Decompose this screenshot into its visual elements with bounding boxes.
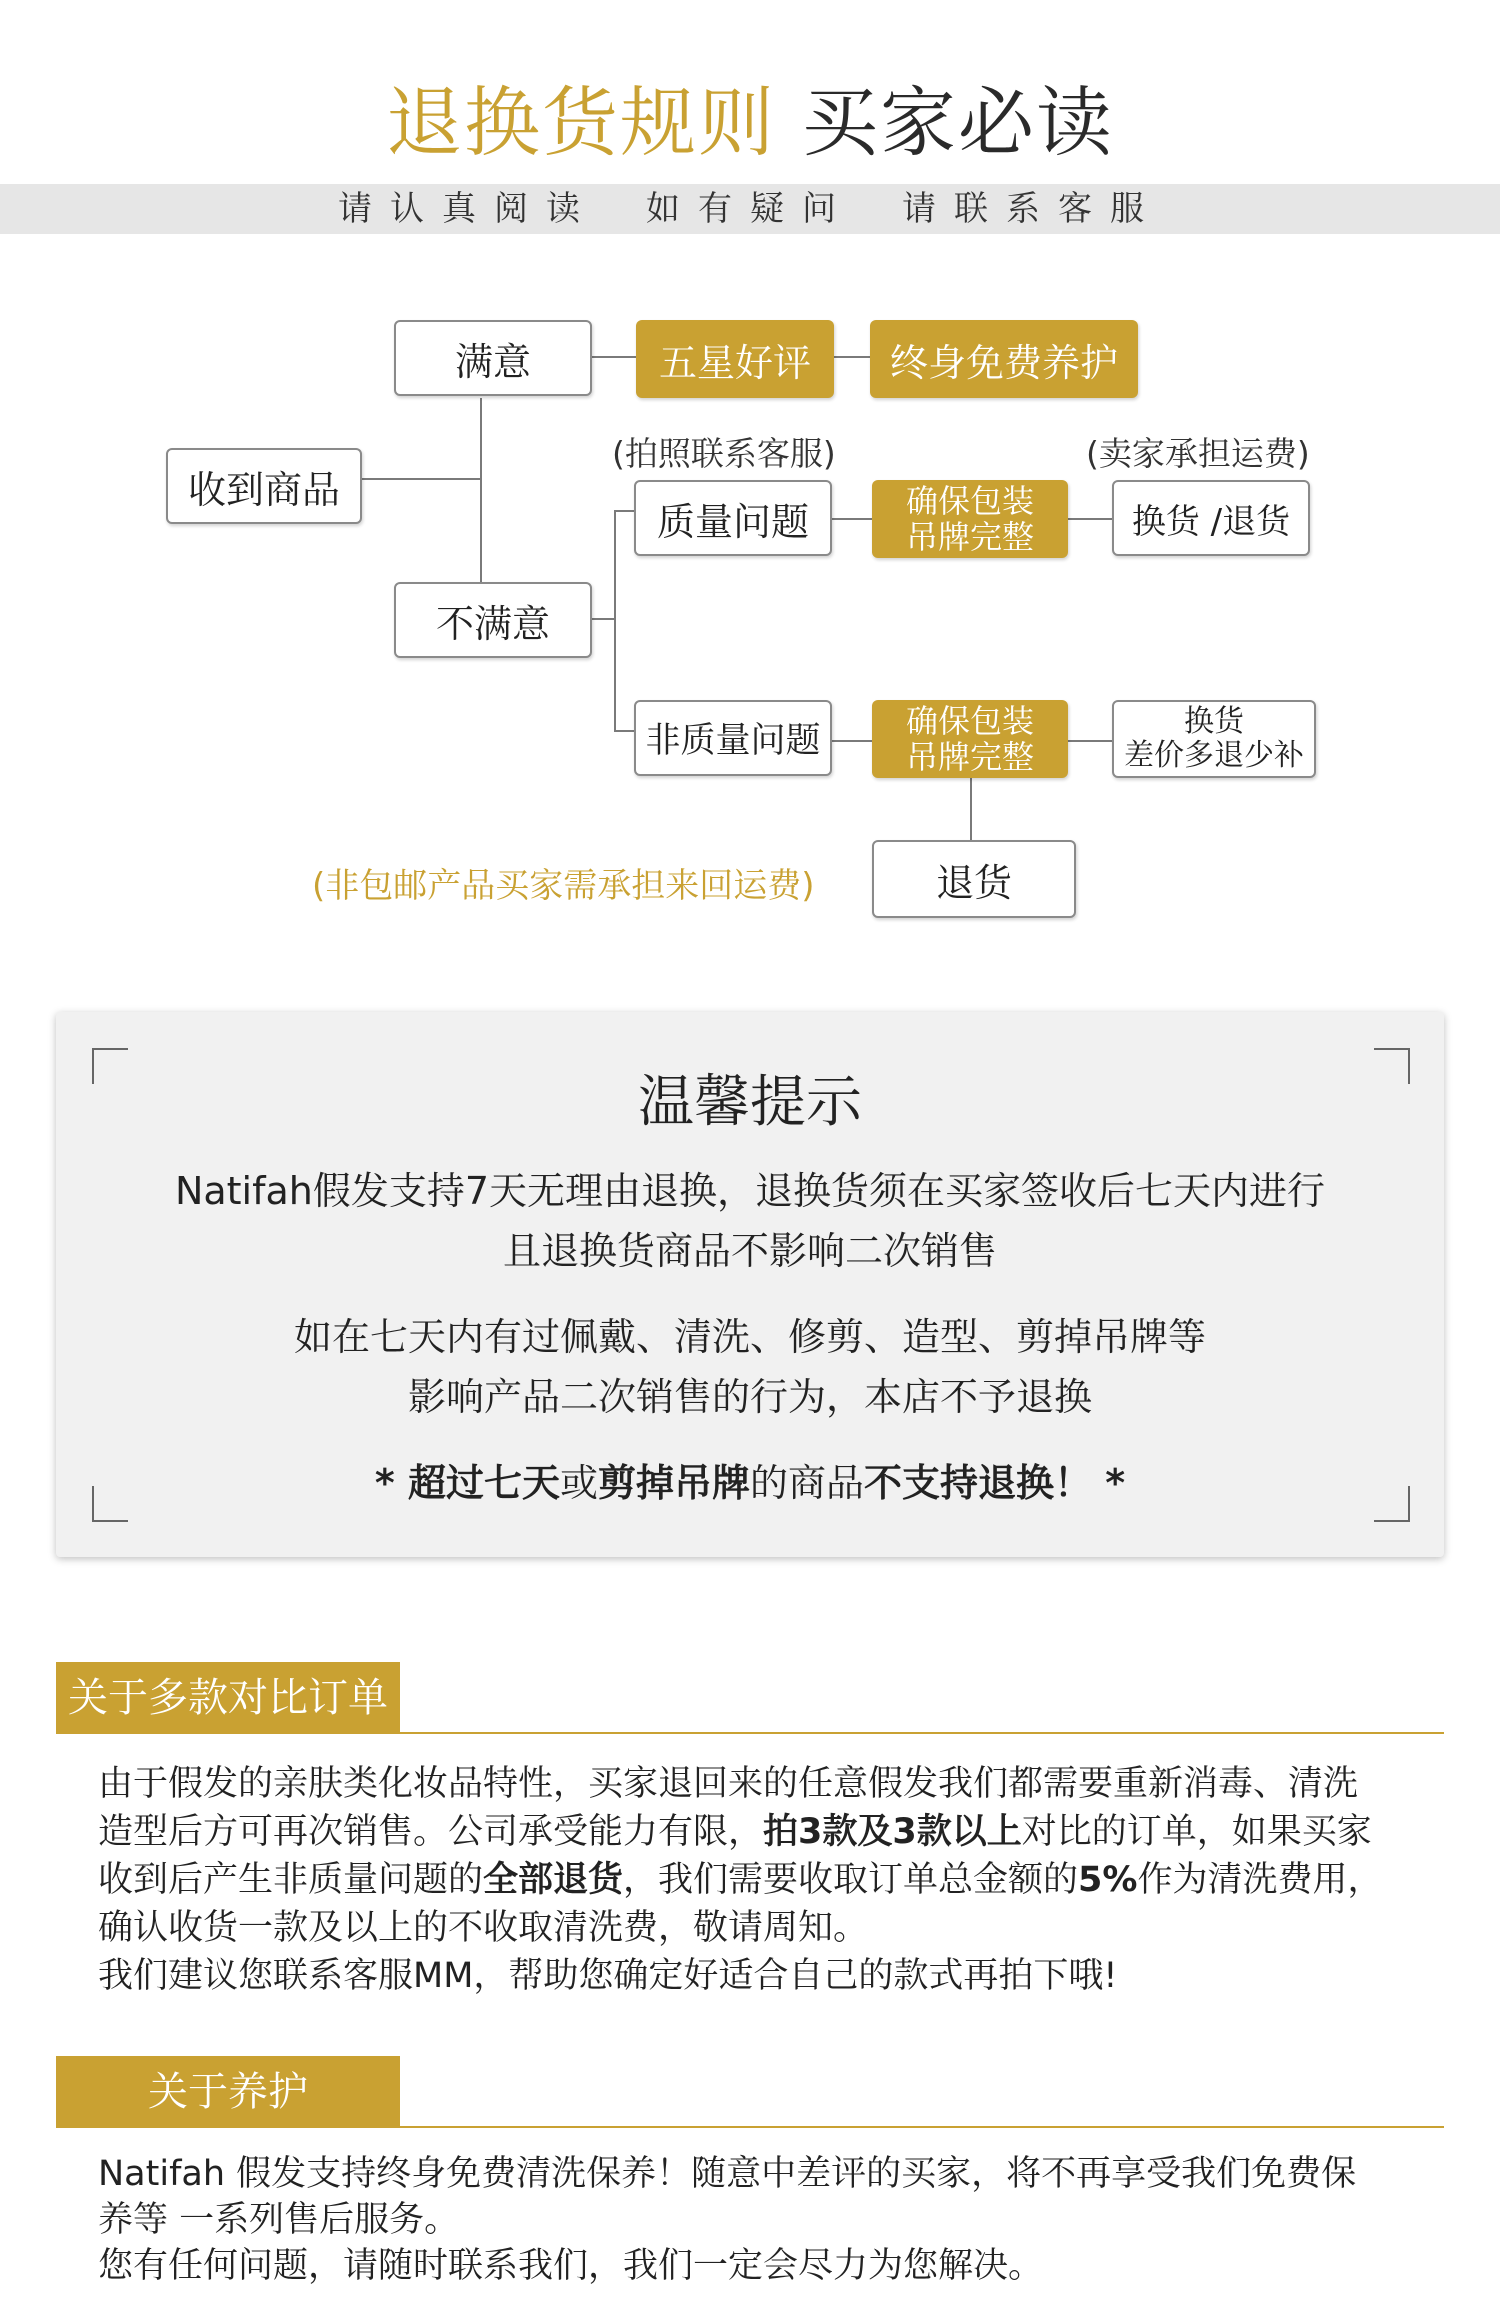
subtitle-part-3: 请联系客服	[902, 189, 1162, 229]
exchange-diff-line1: 换货	[1184, 704, 1244, 739]
tip5-cut-tag: 剪掉吊牌	[597, 1461, 750, 1505]
ensure-pack-1-line1: 确保包装	[905, 482, 1034, 520]
section-care-rule	[56, 2126, 1444, 2128]
note-non-free-shipping: (非包邮产品买家需承担来回运费)	[312, 866, 815, 906]
connector-pack-return	[970, 774, 972, 840]
care-line-3: 您有任何问题，请随时联系我们，我们一定会尽力为您解决。	[98, 2246, 1044, 2286]
ensure-pack-1-line2: 吊牌完整	[905, 518, 1034, 556]
tip-line-4: 影响产品二次销售的行为，本店不予退换	[407, 1375, 1092, 1419]
tip-title: 温馨提示	[638, 1070, 862, 1135]
ensure-pack-2-line2: 吊牌完整	[905, 738, 1034, 776]
connector-satisfied-fivestar	[590, 356, 640, 358]
node-satisfied: 满意	[394, 320, 592, 396]
tip5-star-right: *	[1092, 1461, 1126, 1505]
subtitle-text	[0, 185, 1500, 233]
multi-l3-a: 收到后产生非质量问题的	[98, 1860, 484, 1900]
node-return: 退货	[872, 840, 1076, 918]
multi-line-2	[98, 1808, 1372, 1856]
node-received: 收到商品	[166, 448, 362, 524]
multi-l2-a: 造型后方可再次销售。公司承受能力有限，	[98, 1812, 764, 1852]
node-exchange-price-diff	[1112, 700, 1316, 778]
multi-l2-b: 拍3款及3款以上	[763, 1812, 1022, 1852]
connector-branch	[614, 510, 616, 732]
tip-line-1: Natifah假发支持7天无理由退换，退换货须在买家签收后七天内进行	[174, 1169, 1326, 1213]
multi-line-3	[98, 1856, 1382, 1904]
title-dark-part: 买家必读	[802, 78, 1114, 167]
care-line-1: Natifah 假发支持终身免费清洗保养！随意中差评的买家，将不再享受我们免费保	[98, 2154, 1357, 2194]
connector-unsatisfied	[590, 618, 616, 620]
tip5-star-left: *	[374, 1461, 408, 1505]
connector-quality-pack	[830, 518, 872, 520]
multi-l3-e: 作为清洗费用，	[1137, 1860, 1383, 1900]
section-multi-rule	[56, 1732, 1444, 1734]
tip-line-2: 且退换货商品不影响二次销售	[502, 1229, 997, 1273]
multi-l3-c: ，我们需要收取订单总金额的	[623, 1860, 1079, 1900]
node-unsatisfied: 不满意	[394, 582, 592, 658]
note-seller-shipping: (卖家承担运费)	[1086, 434, 1310, 473]
node-lifetime-care: 终身免费养护	[870, 320, 1138, 398]
connector-to-nonquality	[614, 730, 636, 732]
multi-line-5: 我们建议您联系客服MM，帮助您确定好适合自己的款式再拍下哦!	[98, 1956, 1118, 1996]
subtitle-part-2: 如有疑问	[646, 189, 854, 229]
section-multi-title: 关于多款对比订单	[68, 1675, 388, 1721]
multi-line-1: 由于假发的亲肤类化妆品特性，买家退回来的任意假发我们都需要重新消毒、清洗	[98, 1764, 1359, 1804]
ensure-pack-2-line1: 确保包装	[905, 702, 1034, 740]
connector-pack-diff	[1068, 740, 1112, 742]
node-five-star-review: 五星好评	[636, 320, 834, 398]
connector-fivestar-care	[832, 356, 872, 358]
title-gold-part: 退换货规则	[386, 78, 776, 167]
node-ensure-packaging-1	[872, 480, 1068, 558]
multi-l3-d: 5%	[1078, 1860, 1138, 1900]
subtitle-part-1: 请认真阅读	[338, 189, 598, 229]
section-care-title: 关于养护	[148, 2069, 308, 2115]
tip5-no-return: 不支持退换！	[864, 1461, 1093, 1505]
care-line-2: 养等 一系列售后服务。	[98, 2200, 460, 2240]
note-contact-service: (拍照联系客服)	[612, 434, 836, 473]
tip5-or: 或	[559, 1461, 598, 1505]
tip5-goods: 的商品	[750, 1461, 865, 1505]
node-exchange-return: 换货 /退货	[1112, 480, 1310, 556]
multi-l2-c: 对比的订单，如果买家	[1021, 1812, 1372, 1852]
exchange-diff-line2: 差价多退少补	[1124, 738, 1304, 773]
multi-line-4: 确认收货一款及以上的不收取清洗费，敬请周知。	[98, 1908, 869, 1948]
connector-pack-exchange	[1068, 518, 1112, 520]
tip-line-5	[56, 1452, 1444, 1507]
multi-l3-b: 全部退货	[483, 1860, 624, 1900]
tip5-over-seven-days: 超过七天	[407, 1461, 560, 1505]
page-title	[0, 62, 1500, 171]
node-non-quality-issue: 非质量问题	[634, 700, 832, 776]
connector-received	[358, 478, 480, 480]
connector-to-quality	[614, 510, 636, 512]
node-ensure-packaging-2	[872, 700, 1068, 778]
tip-line-3: 如在七天内有过佩戴、清洗、修剪、造型、剪掉吊牌等	[293, 1315, 1206, 1359]
node-quality-issue: 质量问题	[634, 480, 832, 556]
connector-nonquality-pack	[830, 740, 872, 742]
